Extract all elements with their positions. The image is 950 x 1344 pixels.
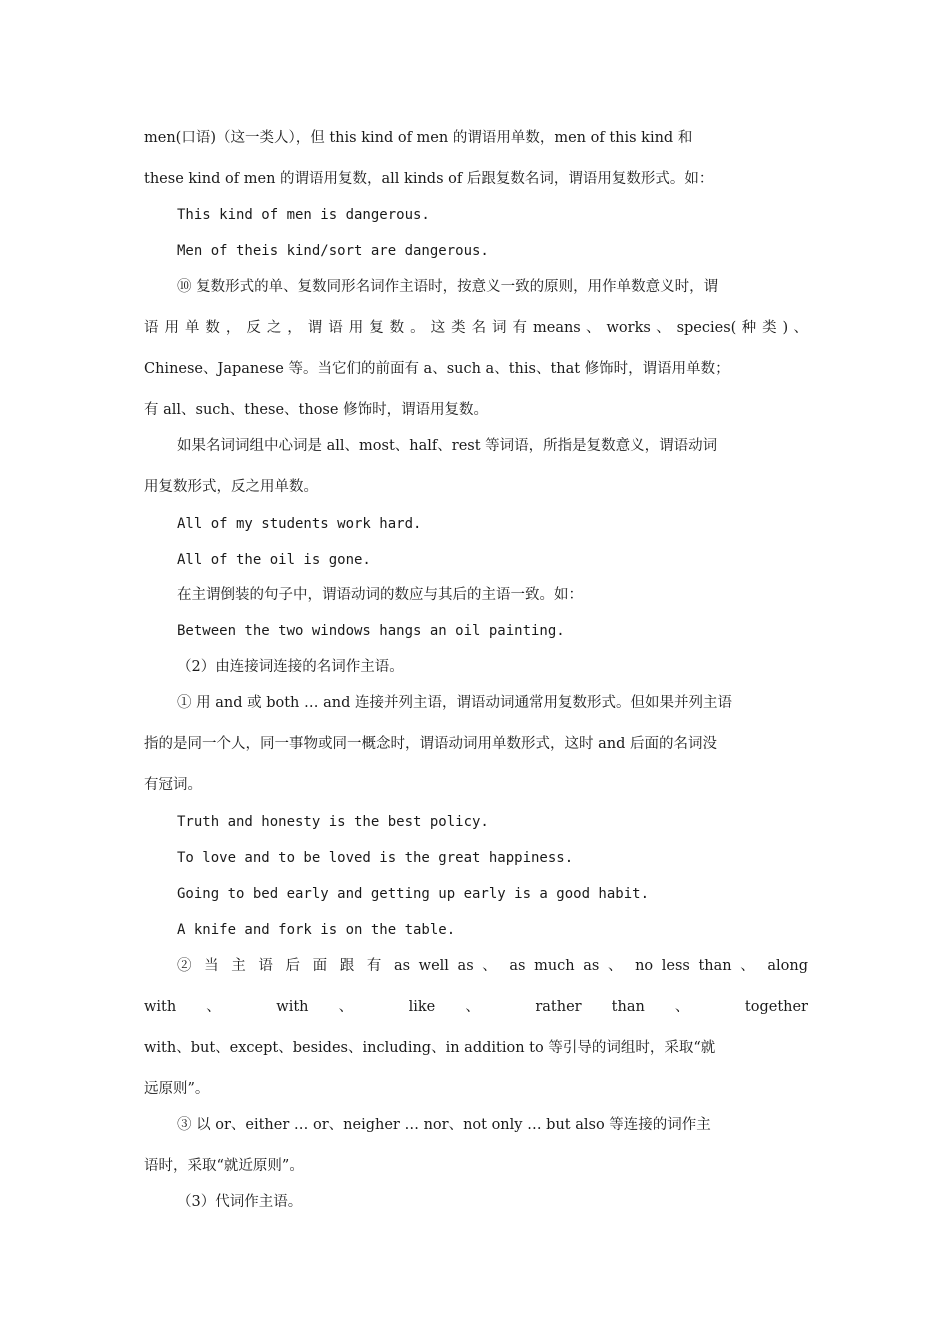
paragraph-line: ⑩ 复数形式的单、复数同形名词作主语时，按意义一致的原则，用作单数意义时，谓 [177, 279, 719, 295]
example-sentence: A knife and fork is on the table. [177, 922, 456, 938]
example-sentence: All of my students work hard. [177, 516, 422, 532]
paragraph-line: 语时，采取“就近原则”。 [144, 1158, 304, 1174]
paragraph-line: 在主谓倒装的句子中，谓语动词的数应与其后的主语一致。如： [177, 587, 583, 603]
paragraph-line: ① 用 and 或 both … and 连接并列主语，谓语动词通常用复数形式。但如果并列主语 [177, 695, 732, 711]
paragraph-line: Chinese、Japanese 等。当它们的前面有 a、such a、this、that 修饰时，谓语用单数； [144, 361, 730, 377]
paragraph-line: 语 用 单 数 ， 反 之 ， 谓 语 用 复 数 。 这 类 名 词 有 means 、 works 、 species( 种 类 ) 、 [144, 320, 808, 336]
example-sentence: This kind of men is dangerous. [177, 207, 430, 223]
paragraph-line: ② 当 主 语 后 面 跟 有 as well as 、 as much as 、 no less than 、 along [177, 958, 808, 974]
paragraph-line: these kind of men 的谓语用复数，all kinds of 后跟复数名词，谓语用复数形式。如： [144, 171, 714, 187]
example-sentence: Between the two windows hangs an oil painting. [177, 623, 565, 639]
paragraph-line: 有冠词。 [144, 777, 202, 793]
paragraph-line: with、but、except、besides、including、in addition to 等引导的词组时，采取“就 [144, 1040, 716, 1056]
example-sentence: All of the oil is gone. [177, 552, 371, 568]
paragraph-line: ③ 以 or、either … or、neigher … nor、not only … but also 等连接的词作主 [177, 1117, 711, 1133]
paragraph-line: 远原则”。 [144, 1081, 210, 1097]
paragraph-line: 用复数形式，反之用单数。 [144, 479, 318, 495]
section-heading: （3）代词作主语。 [177, 1194, 303, 1210]
paragraph-line: 指的是同一个人，同一事物或同一概念时，谓语动词用单数形式，这时 and 后面的名词没 [144, 736, 717, 752]
section-heading: （2）由连接词连接的名词作主语。 [177, 659, 404, 675]
paragraph-line: men(口语)（这一类人），但 this kind of men 的谓语用单数，men of this kind 和 [144, 130, 693, 146]
paragraph-line: with 、 with 、 like 、 rather than 、 together [144, 999, 808, 1015]
example-sentence: To love and to be loved is the great happiness. [177, 850, 574, 866]
example-sentence: Men of theis kind/sort are dangerous. [177, 243, 489, 259]
example-sentence: Truth and honesty is the best policy. [177, 814, 489, 830]
paragraph-line: 如果名词词组中心词是 all、most、half、rest 等词语，所指是复数意义，谓语动词 [177, 438, 718, 454]
paragraph-line: 有 all、such、these、those 修饰时，谓语用复数。 [144, 402, 489, 418]
example-sentence: Going to bed early and getting up early is a good habit. [177, 886, 650, 902]
